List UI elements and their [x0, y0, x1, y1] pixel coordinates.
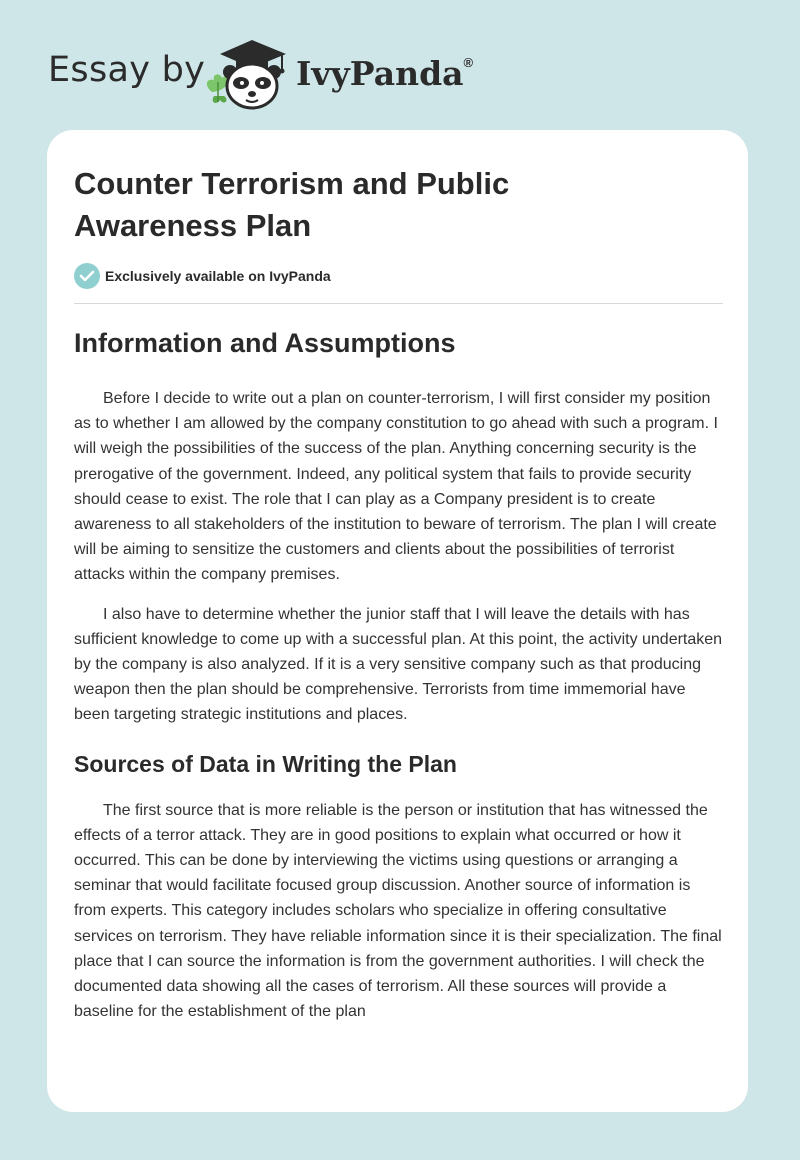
paragraph: The first source that is more reliable is the person or institution that has witnessed the effects of a terror attack. They are in good positions to explain what occurred or how it occurred. This can be done by interviewing the victims using questions or arranging a seminar that would facilitate focused group discussion. Another source of information is from experts. This category includes scholars who specialize in offering consultative services on terrorism. They have reliable information since it is their specialization. The final place that I can source the information is from the government authorities. I will check the documented data showing all the cases of terrorism. All these sources will provide a baseline for the establishment of the plan [74, 801, 722, 1021]
registered-mark: ® [463, 55, 474, 70]
section-heading: Information and Assumptions [74, 328, 456, 358]
paragraph: I also have to determine whether the junior staff that I will leave the details with has sufficient knowledge to come up with a successful plan. At this point, the activity undertaken by the company is also analyzed. If it is a very sensitive company such as that producing weapon then the plan should be comprehensive. Terrorists from time immemorial have been targeting strategic institutions and places. [74, 605, 723, 724]
article-card [47, 130, 748, 1112]
article-body [74, 320, 724, 1024]
essay-by-label: Essay by [48, 50, 206, 90]
check-icon [74, 263, 100, 289]
brand-name[interactable]: IvyPanda® [296, 54, 474, 93]
panda-graduate-icon[interactable] [202, 36, 292, 110]
divider [74, 303, 723, 304]
site-header [48, 34, 508, 114]
ivy-leaf-icon [207, 74, 229, 103]
paragraph: Before I decide to write out a plan on counter-terrorism, I will first consider my position as to whether I am allowed by the company constitution to go ahead with such a program. I will weigh the possibilities of the success of the plan. Anything concerning security is the prerogative of the government. Indeed, any political system that fails to provide security should cease to exist. The role that I can play as a Company president is to create awareness to all stakeholders of the institution to beware of terrorism. The plan I will create will be aiming to sensitize the customers and clients about the possibilities of terrorist attacks within the company premises. [74, 390, 718, 584]
exclusive-badge [74, 263, 331, 289]
exclusive-label: Exclusively available on IvyPanda [105, 268, 331, 284]
section-heading: Sources of Data in Writing the Plan [74, 750, 457, 777]
page-title: Counter Terrorism and Public Awareness Plan [74, 166, 510, 243]
